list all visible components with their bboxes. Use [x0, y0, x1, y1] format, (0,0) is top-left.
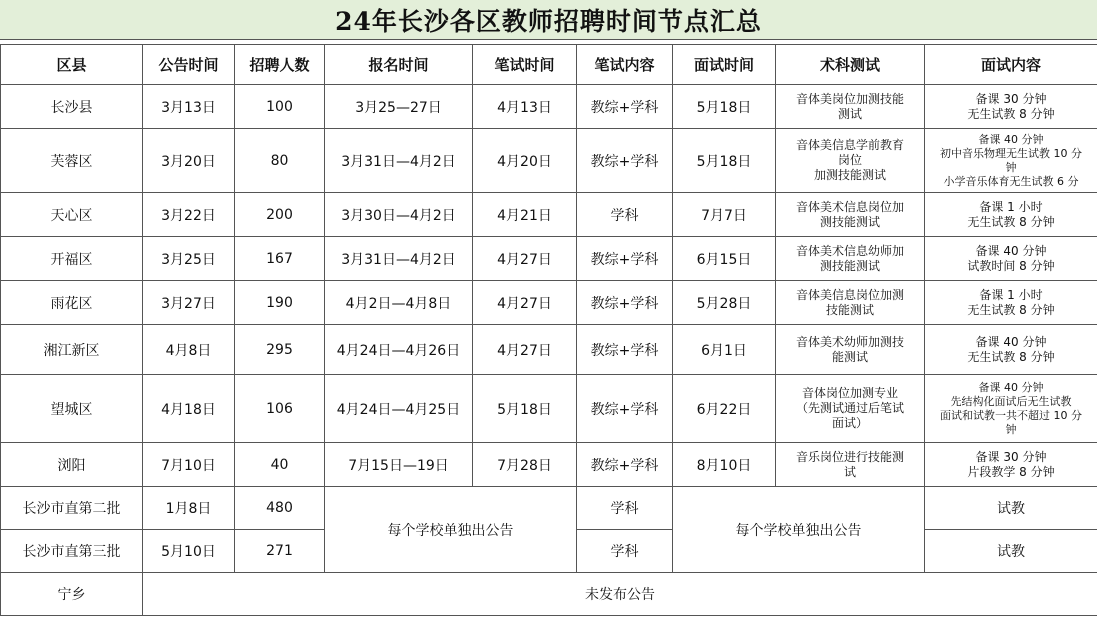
- content-cell: 学科: [577, 193, 673, 237]
- interview-cell: 6月1日: [673, 325, 776, 375]
- signup-cell: 4月24日—4月25日: [325, 375, 473, 443]
- notice-cell: 5月10日: [143, 530, 235, 573]
- table-row: [1, 375, 1097, 443]
- interview-cell: 5月18日: [673, 129, 776, 193]
- count-cell: 167: [235, 237, 325, 281]
- count-cell: 190: [235, 281, 325, 325]
- district-cell: 长沙县: [1, 85, 143, 129]
- count-cell: 295: [235, 325, 325, 375]
- signup-cell: 7月15日—19日: [325, 443, 473, 487]
- skill-cell: 音体美信息学前教育 岗位 加测技能测试: [776, 129, 925, 193]
- notice-cell: 7月10日: [143, 443, 235, 487]
- interview-content-cell: 备课 40 分钟 无生试教 8 分钟: [925, 325, 1097, 375]
- interview-content-cell: 试教: [925, 487, 1097, 530]
- count-cell: 80: [235, 129, 325, 193]
- signup-cell: 3月25—27日: [325, 85, 473, 129]
- header-interview-content: 面试内容: [925, 45, 1097, 85]
- merged-signup-exam-cell: 每个学校单独出公告: [325, 487, 577, 573]
- exam-cell: 5月18日: [473, 375, 577, 443]
- district-cell: 宁乡: [1, 573, 143, 616]
- notice-cell: 3月22日: [143, 193, 235, 237]
- signup-cell: 4月2日—4月8日: [325, 281, 473, 325]
- skill-cell: 音体美岗位加测技能 测试: [776, 85, 925, 129]
- district-cell: 湘江新区: [1, 325, 143, 375]
- interview-content-cell: 备课 1 小时 无生试教 8 分钟: [925, 281, 1097, 325]
- content-cell: 教综+学科: [577, 129, 673, 193]
- count-cell: 480: [235, 487, 325, 530]
- interview-content-cell: 备课 40 分钟 先结构化面试后无生试教 面试和试教一共不超过 10 分 钟: [925, 375, 1097, 443]
- header-exam-date: 笔试时间: [473, 45, 577, 85]
- interview-content-cell: 备课 40 分钟 试教时间 8 分钟: [925, 237, 1097, 281]
- district-cell: 芙蓉区: [1, 129, 143, 193]
- district-cell: 开福区: [1, 237, 143, 281]
- page-title: 24年长沙各区教师招聘时间节点汇总: [0, 0, 1097, 40]
- skill-cell: 音体美术幼师加测技 能测试: [776, 325, 925, 375]
- header-interview-date: 面试时间: [673, 45, 776, 85]
- count-cell: 40: [235, 443, 325, 487]
- notice-cell: 3月27日: [143, 281, 235, 325]
- notice-cell: 4月18日: [143, 375, 235, 443]
- content-cell: 教综+学科: [577, 237, 673, 281]
- header-headcount: 招聘人数: [235, 45, 325, 85]
- interview-content-cell: 备课 40 分钟 初中音乐物理无生试教 10 分 钟 小学音乐体育无生试教 6 分: [925, 129, 1097, 193]
- exam-cell: 4月27日: [473, 281, 577, 325]
- interview-cell: 5月28日: [673, 281, 776, 325]
- table-row: [1, 325, 1097, 375]
- not-published-cell: 未发布公告: [143, 573, 1097, 616]
- skill-cell: 音体美术信息岗位加 测技能测试: [776, 193, 925, 237]
- table-row: [1, 193, 1097, 237]
- signup-cell: 3月31日—4月2日: [325, 237, 473, 281]
- header-district: 区县: [1, 45, 143, 85]
- skill-cell: 音乐岗位进行技能测 试: [776, 443, 925, 487]
- interview-cell: 5月18日: [673, 85, 776, 129]
- table-row: [1, 85, 1097, 129]
- notice-cell: 4月8日: [143, 325, 235, 375]
- district-cell: 天心区: [1, 193, 143, 237]
- count-cell: 106: [235, 375, 325, 443]
- count-cell: 100: [235, 85, 325, 129]
- interview-cell: 7月7日: [673, 193, 776, 237]
- interview-cell: 8月10日: [673, 443, 776, 487]
- district-cell: 长沙市直第三批: [1, 530, 143, 573]
- table-row: [1, 281, 1097, 325]
- content-cell: 教综+学科: [577, 85, 673, 129]
- header-row: [1, 45, 1097, 85]
- interview-content-cell: 备课 30 分钟 无生试教 8 分钟: [925, 85, 1097, 129]
- content-cell: 教综+学科: [577, 281, 673, 325]
- interview-content-cell: 备课 1 小时 无生试教 8 分钟: [925, 193, 1097, 237]
- content-cell: 教综+学科: [577, 443, 673, 487]
- notice-cell: 3月13日: [143, 85, 235, 129]
- exam-cell: 7月28日: [473, 443, 577, 487]
- header-signup-date: 报名时间: [325, 45, 473, 85]
- content-cell: 学科: [577, 530, 673, 573]
- table-row: [1, 443, 1097, 487]
- interview-cell: 6月22日: [673, 375, 776, 443]
- skill-cell: 音体岗位加测专业 （先测试通过后笔试 面试）: [776, 375, 925, 443]
- district-cell: 长沙市直第二批: [1, 487, 143, 530]
- interview-cell: 6月15日: [673, 237, 776, 281]
- district-cell: 望城区: [1, 375, 143, 443]
- interview-content-cell: 试教: [925, 530, 1097, 573]
- exam-cell: 4月20日: [473, 129, 577, 193]
- district-cell: 浏阳: [1, 443, 143, 487]
- header-notice-date: 公告时间: [143, 45, 235, 85]
- notice-cell: 1月8日: [143, 487, 235, 530]
- exam-cell: 4月21日: [473, 193, 577, 237]
- table-row: [1, 129, 1097, 193]
- exam-cell: 4月13日: [473, 85, 577, 129]
- content-cell: 教综+学科: [577, 325, 673, 375]
- table-row: [1, 237, 1097, 281]
- skill-cell: 音体美信息岗位加测 技能测试: [776, 281, 925, 325]
- district-cell: 雨花区: [1, 281, 143, 325]
- interview-content-cell: 备课 30 分钟 片段教学 8 分钟: [925, 443, 1097, 487]
- signup-cell: 4月24日—4月26日: [325, 325, 473, 375]
- header-exam-content: 笔试内容: [577, 45, 673, 85]
- exam-cell: 4月27日: [473, 237, 577, 281]
- notice-cell: 3月20日: [143, 129, 235, 193]
- count-cell: 271: [235, 530, 325, 573]
- exam-cell: 4月27日: [473, 325, 577, 375]
- content-cell: 学科: [577, 487, 673, 530]
- table-row: [1, 487, 1097, 530]
- signup-cell: 3月31日—4月2日: [325, 129, 473, 193]
- recruitment-table: [0, 44, 1097, 616]
- signup-cell: 3月30日—4月2日: [325, 193, 473, 237]
- skill-cell: 音体美术信息幼师加 测技能测试: [776, 237, 925, 281]
- table-row: [1, 573, 1097, 616]
- header-skill-test: 术科测试: [776, 45, 925, 85]
- merged-interview-skill-cell: 每个学校单独出公告: [673, 487, 925, 573]
- notice-cell: 3月25日: [143, 237, 235, 281]
- content-cell: 教综+学科: [577, 375, 673, 443]
- count-cell: 200: [235, 193, 325, 237]
